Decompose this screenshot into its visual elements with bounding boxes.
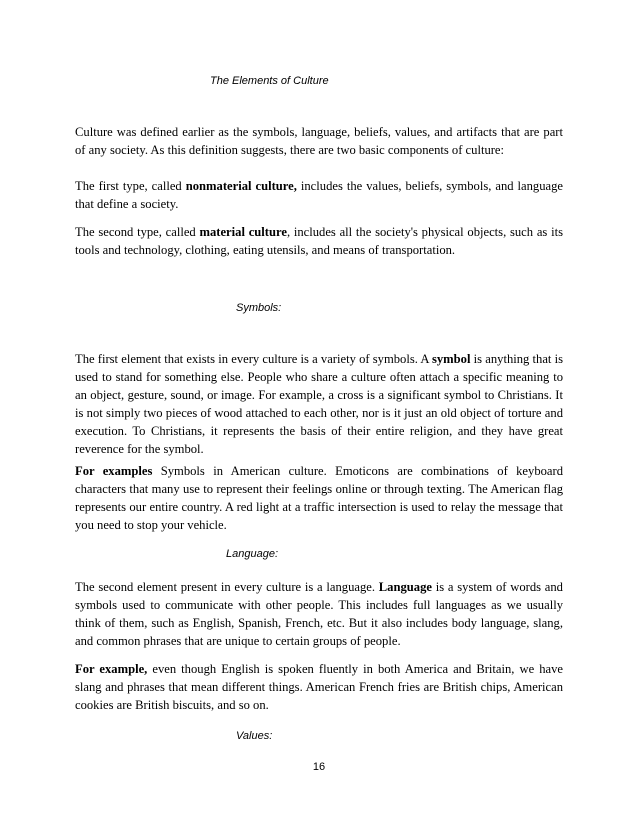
intro-paragraph-3-text-b: , includes all the society's physical objects, such as its tools and technology, clothing, eating utensils, and means of transportation.	[75, 225, 563, 257]
language-heading: Language:	[226, 548, 278, 560]
language-paragraph-2	[75, 660, 563, 714]
symbols-paragraph-1-text-b: is anything that is used to stand for something else. People who share a culture often attach a specific meaning to an object, gesture, sound, or image. For example, a cross is a significant symbol to Christians. It is not simply two pieces of wood attached to each other, nor is it just an old object of torture and execution. To Christians, it represents the basis of their entire religion, and they have great reverence for the symbol.	[75, 352, 564, 456]
symbols-paragraph-1	[75, 350, 563, 458]
intro-paragraph-3-text-a: The second type, called	[75, 225, 200, 239]
term-for-examples: For examples	[75, 464, 153, 478]
symbols-paragraph-1-text-a: The first element that exists in every culture is a variety of symbols. A	[75, 352, 432, 366]
page-number: 16	[312, 761, 326, 773]
language-paragraph-1-text-a: The second element present in every culture is a language.	[75, 580, 379, 594]
symbols-paragraph-2-text: Symbols in American culture. Emoticons are combinations of keyboard characters that many use to represent their feelings online or through texting. The American flag represents our entire country. A red light at a traffic intersection is used to relay the message that you need to stop your vehicle.	[75, 464, 563, 532]
intro-paragraph-2-text-b: includes the values, beliefs, symbols, and language that define a society.	[75, 179, 563, 211]
page-title: The Elements of Culture	[210, 75, 329, 87]
term-language: Language	[378, 580, 432, 594]
term-for-example: For example,	[75, 662, 148, 676]
term-nonmaterial-culture: nonmaterial culture,	[185, 179, 297, 193]
intro-paragraph-1: Culture was defined earlier as the symbols, language, beliefs, values, and artifacts that are part of any society. As this definition suggests, there are two basic components of culture:	[75, 125, 563, 157]
symbols-heading: Symbols:	[236, 302, 282, 314]
term-symbol: symbol	[431, 352, 471, 366]
symbols-paragraph-2	[75, 462, 563, 534]
intro-paragraph-3	[75, 223, 563, 259]
language-paragraph-1	[75, 578, 563, 650]
intro-paragraph-2	[75, 177, 563, 213]
values-heading: Values:	[236, 730, 273, 742]
language-paragraph-1-text-b: is a system of words and symbols used to communicate with other people. This includes full languages as we usually think of them, such as English, Spanish, French, etc. But it also includes body language, slang, and common phrases that are unique to certain groups of people.	[75, 580, 563, 648]
term-material-culture: material culture	[199, 225, 287, 239]
intro-paragraph-2-text-a: The first type, called	[75, 179, 186, 193]
language-paragraph-2-text: even though English is spoken fluently in both America and Britain, we have slang and phrases that mean different things. American French fries are British chips, American cookies are British biscuits, and so on.	[75, 662, 563, 712]
